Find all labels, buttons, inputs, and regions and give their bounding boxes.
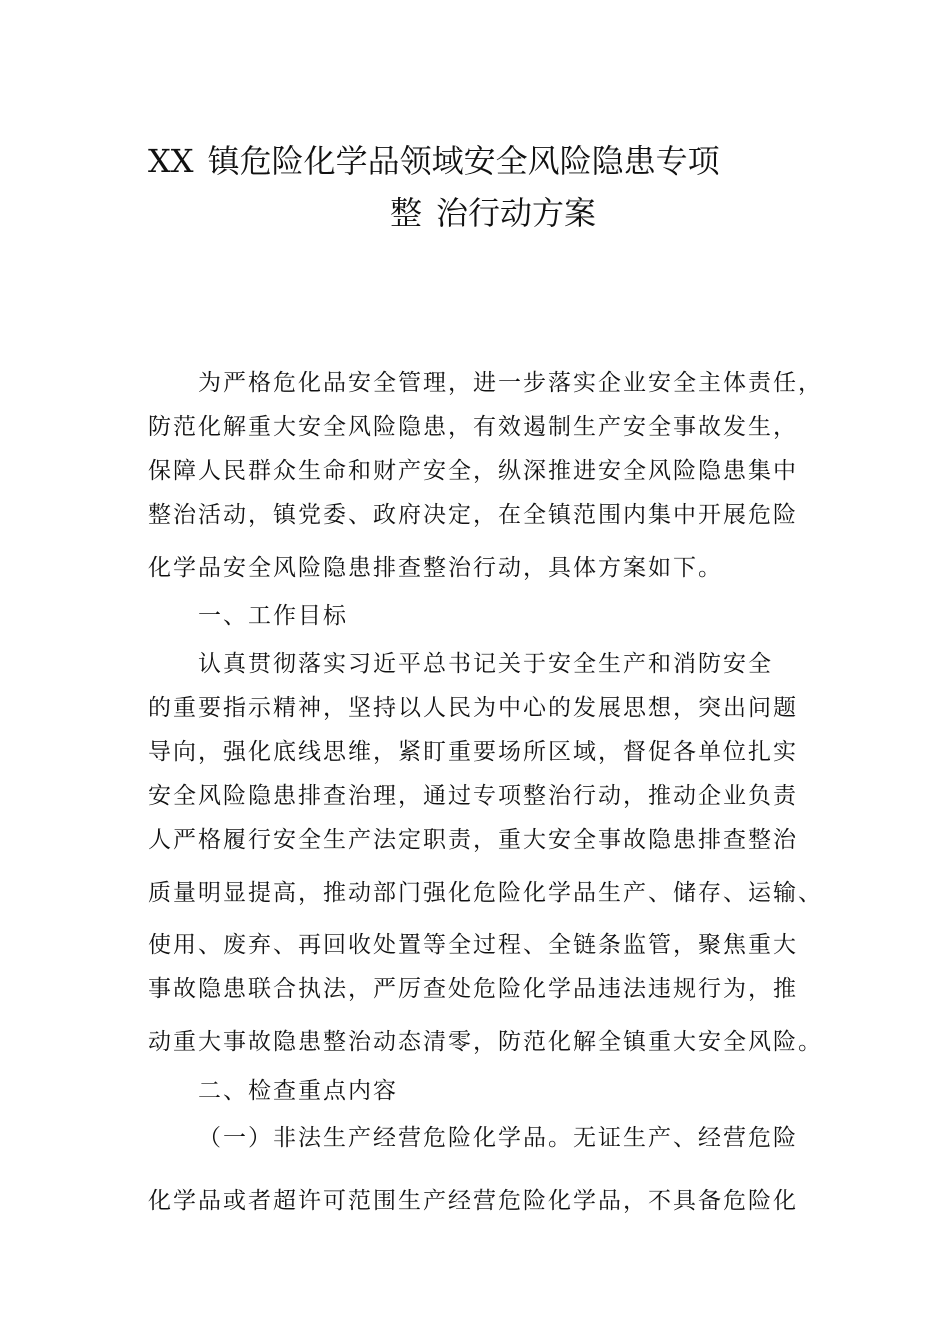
paragraph-line: 事故隐患联合执法，严厉查处危险化学品违法违规行为，推 bbox=[148, 976, 798, 1002]
paragraph-line: 使用、废弃、再回收处置等全过程、全链条监管，聚焦重大 bbox=[148, 932, 798, 958]
paragraph-line: 质量明显提高，推动部门强化危险化学品生产、储存、运输、 bbox=[148, 880, 823, 906]
paragraph-line: 化学品或者超许可范围生产经营危险化学品，不具备危险化 bbox=[148, 1188, 798, 1214]
paragraph-line: 导向，强化底线思维，紧盯重要场所区域，督促各单位扎实 bbox=[148, 739, 798, 765]
paragraph-line: 化学品安全风险隐患排查整治行动，具体方案如下。 bbox=[148, 555, 723, 581]
title-text-2b: 治行动方案 bbox=[436, 194, 597, 232]
paragraph-line: 保障人民群众生命和财产安全，纵深推进安全风险隐患集中 bbox=[148, 458, 798, 484]
paragraph-line: 防范化解重大安全风险隐患，有效遏制生产安全事故发生， bbox=[148, 414, 798, 440]
paragraph-line: 整治活动，镇党委、政府决定，在全镇范围内集中开展危险 bbox=[148, 502, 798, 528]
paragraph-line: 为严格危化品安全管理，进一步落实企业安全主体责任， bbox=[198, 370, 823, 396]
section-heading: 二、检查重点内容 bbox=[198, 1078, 398, 1104]
document-title-line-2 bbox=[390, 193, 596, 233]
title-prefix: XX bbox=[148, 142, 194, 180]
title-text-2a: 整 bbox=[390, 194, 423, 232]
paragraph-line: 的重要指示精神，坚持以人民为中心的发展思想，突出问题 bbox=[148, 695, 798, 721]
paragraph-line: 认真贯彻落实习近平总书记关于安全生产和消防安全 bbox=[198, 651, 773, 677]
paragraph-line: 动重大事故隐患整治动态清零，防范化解全镇重大安全风险。 bbox=[148, 1029, 823, 1055]
paragraph-line: 安全风险隐患排查治理，通过专项整治行动，推动企业负责 bbox=[148, 783, 798, 809]
paragraph-line: （一）非法生产经营危险化学品。无证生产、经营危险 bbox=[198, 1125, 798, 1151]
document-title-line-1 bbox=[148, 141, 720, 181]
paragraph-line: 人严格履行安全生产法定职责，重大安全事故隐患排查整治 bbox=[148, 827, 798, 853]
section-heading: 一、工作目标 bbox=[198, 603, 348, 629]
title-text-1: 镇危险化学品领域安全风险隐患专项 bbox=[207, 142, 720, 180]
